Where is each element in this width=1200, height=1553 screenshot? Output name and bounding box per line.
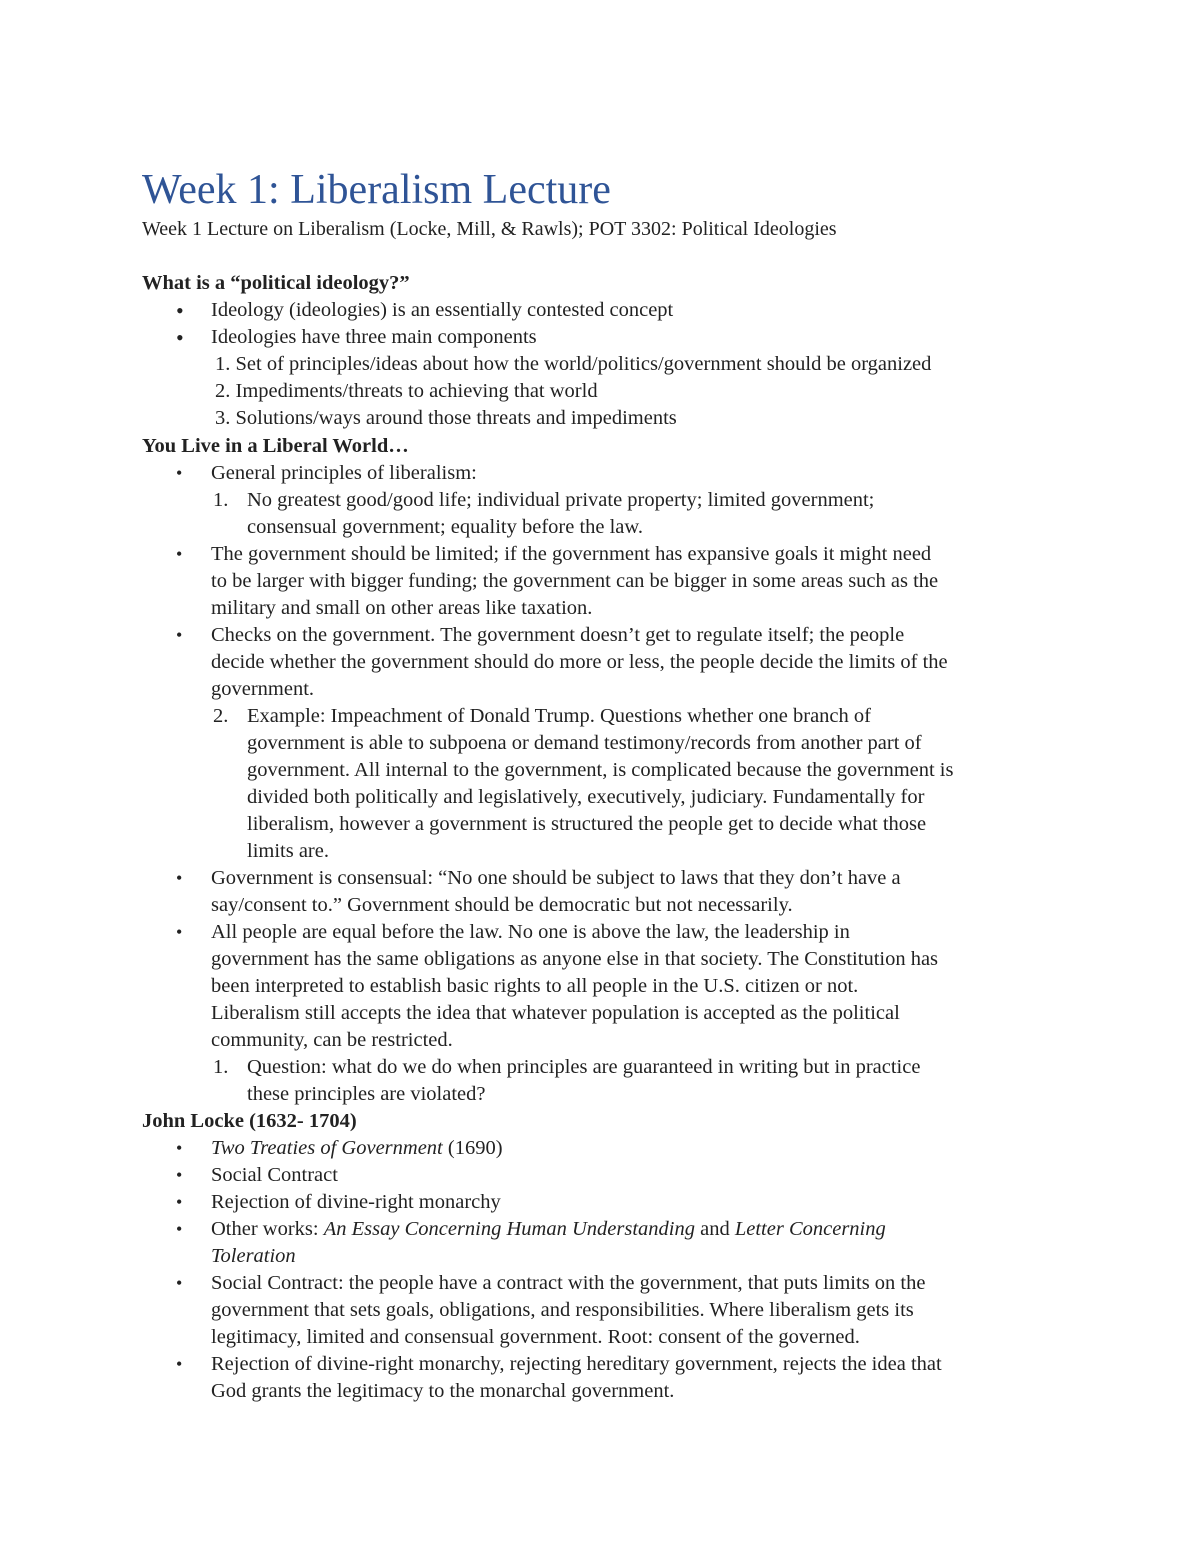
conjunction: and — [695, 1218, 735, 1240]
list-item: government has the same obligations as anyone else in that society. The Constitution has — [211, 948, 939, 970]
numbered-item: government is able to subpoena or demand testimony/records from another part of — [247, 732, 922, 754]
numbered-item: Question: what do we do when principles are guaranteed in writing but in practice — [247, 1056, 921, 1078]
list-item: government. — [211, 678, 315, 700]
numbered-item: government. All internal to the government, is complicated because the government is — [247, 759, 954, 781]
list-number: 2. — [213, 705, 229, 727]
section-heading-liberal-world: You Live in a Liberal World… — [142, 435, 409, 457]
bullet-icon: • — [176, 298, 184, 323]
list-item: Social Contract: the people have a contract with the government, that puts limits on the — [211, 1272, 926, 1294]
bullet-icon: • — [176, 1192, 183, 1212]
bullet-icon: • — [176, 544, 183, 564]
bullet-icon: • — [176, 922, 183, 942]
list-item: The government should be limited; if the government has expansive goals it might need — [211, 543, 932, 565]
numbered-item: Example: Impeachment of Donald Trump. Questions whether one branch of — [247, 705, 871, 727]
list-item: Liberalism still accepts the idea that whatever population is accepted as the political — [211, 1002, 900, 1024]
page-subtitle: Week 1 Lecture on Liberalism (Locke, Mill, & Rawls); POT 3302: Political Ideologies — [142, 218, 837, 240]
list-number: 1. — [213, 489, 229, 511]
numbered-item: liberalism, however a government is structured the people get to decide what those — [247, 813, 927, 835]
list-item: All people are equal before the law. No one is above the law, the leadership in — [211, 921, 850, 943]
list-item: military and small on other areas like taxation. — [211, 597, 593, 619]
list-item — [211, 1243, 296, 1270]
numbered-item: 2. Impediments/threats to achieving that world — [215, 380, 598, 402]
list-item: Rejection of divine-right monarchy, rejecting hereditary government, rejects the idea that — [211, 1353, 942, 1375]
book-title: Letter Concerning — [734, 1218, 886, 1240]
list-item: God grants the legitimacy to the monarchal government. — [211, 1380, 675, 1402]
list-number: 1. — [213, 1056, 229, 1078]
other-works-label: Other works: — [211, 1218, 324, 1240]
list-item — [211, 1135, 503, 1162]
book-title: Toleration — [211, 1245, 296, 1267]
numbered-item: 1. Set of principles/ideas about how the world/politics/government should be organized — [215, 353, 932, 375]
list-item: been interpreted to establish basic rights to all people in the U.S. citizen or not. — [211, 975, 859, 997]
bullet-icon: • — [176, 463, 183, 483]
bullet-icon: • — [176, 1273, 183, 1293]
list-item: Rejection of divine-right monarchy — [211, 1191, 501, 1213]
list-item: Government is consensual: “No one should be subject to laws that they don’t have a — [211, 867, 901, 889]
list-item: say/consent to.” Government should be democratic but not necessarily. — [211, 894, 793, 916]
list-item — [211, 1216, 886, 1243]
numbered-item: No greatest good/good life; individual private property; limited government; — [247, 489, 875, 511]
list-item: decide whether the government should do more or less, the people decide the limits of the — [211, 651, 948, 673]
bullet-icon: • — [176, 1219, 183, 1239]
bullet-icon: • — [176, 325, 184, 350]
list-item: Checks on the government. The government doesn’t get to regulate itself; the people — [211, 624, 905, 646]
bullet-icon: • — [176, 1165, 183, 1185]
book-title: Two Treaties of Government — [211, 1137, 443, 1159]
page-title: Week 1: Liberalism Lecture — [142, 167, 611, 213]
book-year: (1690) — [442, 1137, 503, 1159]
list-item: Ideology (ideologies) is an essentially contested concept — [211, 299, 674, 321]
numbered-item: limits are. — [247, 840, 329, 862]
numbered-item: divided both politically and legislatively, executively, judiciary. Fundamentally for — [247, 786, 925, 808]
numbered-item: these principles are violated? — [247, 1083, 486, 1105]
numbered-item: consensual government; equality before the law. — [247, 516, 644, 538]
list-item: to be larger with bigger funding; the government can be bigger in some areas such as the — [211, 570, 939, 592]
bullet-icon: • — [176, 1138, 183, 1158]
section-heading-political-ideology: What is a “political ideology?” — [142, 272, 410, 294]
bullet-icon: • — [176, 625, 183, 645]
list-item: Social Contract — [211, 1164, 338, 1186]
numbered-item: 3. Solutions/ways around those threats and impediments — [215, 407, 677, 429]
list-item: legitimacy, limited and consensual government. Root: consent of the governed. — [211, 1326, 860, 1348]
section-heading-john-locke: John Locke (1632- 1704) — [142, 1110, 357, 1132]
list-item: Ideologies have three main components — [211, 326, 537, 348]
list-item: community, can be restricted. — [211, 1029, 453, 1051]
list-item: General principles of liberalism: — [211, 462, 477, 484]
bullet-icon: • — [176, 868, 183, 888]
list-item: government that sets goals, obligations, and responsibilities. Where liberalism gets its — [211, 1299, 914, 1321]
book-title: An Essay Concerning Human Understanding — [323, 1218, 695, 1240]
bullet-icon: • — [176, 1354, 183, 1374]
